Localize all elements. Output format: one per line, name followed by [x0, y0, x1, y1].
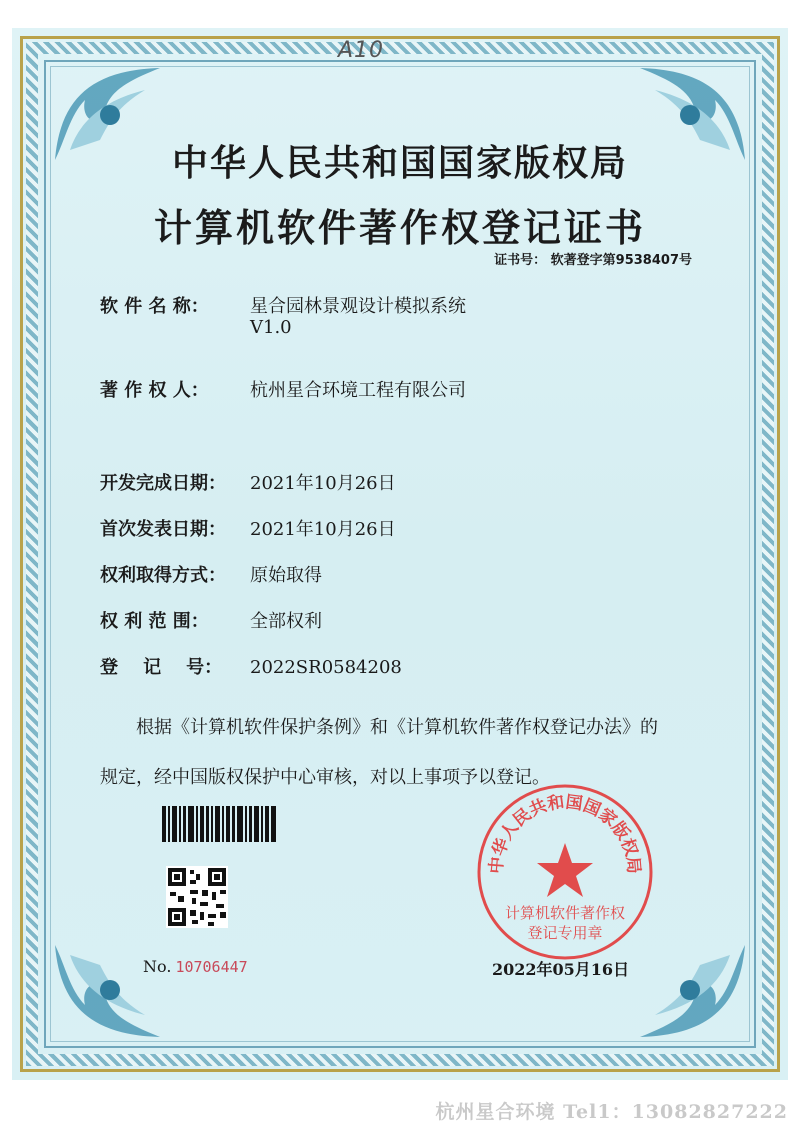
serial-number-value: 10706447 — [175, 958, 248, 976]
field-completion-date — [100, 469, 396, 495]
qr-code-icon — [166, 866, 228, 928]
field-software-name — [100, 292, 466, 318]
handwritten-annotation: A10 — [338, 38, 385, 63]
field-value: 2021年10月26日 — [250, 519, 396, 540]
field-acquisition-method — [100, 561, 322, 587]
field-rights-scope — [100, 607, 322, 633]
field-value: 原始取得 — [250, 565, 322, 586]
field-label: 著 作 权 人： — [100, 380, 209, 401]
serial-number — [143, 957, 248, 976]
footer-watermark: 杭州星合环境 Tel1：13082827222 — [435, 1101, 788, 1123]
field-software-version — [250, 317, 292, 338]
field-copyright-owner — [100, 376, 466, 402]
field-publish-date — [100, 515, 396, 541]
serial-prefix: No. — [143, 957, 172, 976]
certificate-title: 计算机软件著作权登记证书 — [153, 205, 646, 250]
field-value: 全部权利 — [250, 611, 322, 632]
barcode-icon — [162, 806, 276, 842]
issuer-title: 中华人民共和国国家版权局 — [171, 142, 628, 184]
seal-text-inner-1: 计算机软件著作权 — [504, 904, 626, 922]
issue-date: 2022年05月16日 — [492, 960, 630, 979]
field-label: 首次发表日期： — [100, 519, 226, 540]
field-label: 登 记 号： — [100, 657, 223, 678]
field-label: 权 利 范 围： — [100, 611, 209, 632]
field-label: 开发完成日期： — [100, 473, 226, 494]
field-registration-number — [100, 653, 402, 679]
field-value: 星合园林景观设计模拟系统 — [250, 296, 466, 317]
field-label: 软 件 名 称： — [100, 296, 209, 317]
basis-line-2: 规定，经中国版权保护中心审核，对以上事项予以登记。 — [100, 767, 550, 788]
field-value: 杭州星合环境工程有限公司 — [250, 380, 466, 401]
field-value: 2022SR0584208 — [250, 657, 402, 678]
seal-text-outer: 中华人民共和国国家版权局 — [486, 792, 644, 875]
corner-ornament-bottom-left — [50, 935, 180, 1045]
field-value-version: V1.0 — [250, 317, 292, 338]
official-seal-stamp — [476, 783, 654, 961]
field-value: 2021年10月26日 — [250, 473, 396, 494]
seal-text-inner-2: 登记专用章 — [527, 924, 603, 942]
field-label: 权利取得方式： — [100, 565, 226, 586]
basis-line-1: 根据《计算机软件保护条例》和《计算机软件著作权登记办法》的 — [136, 717, 658, 738]
certificate-number: 证书号： 软著登字第9538407号 — [494, 253, 692, 268]
